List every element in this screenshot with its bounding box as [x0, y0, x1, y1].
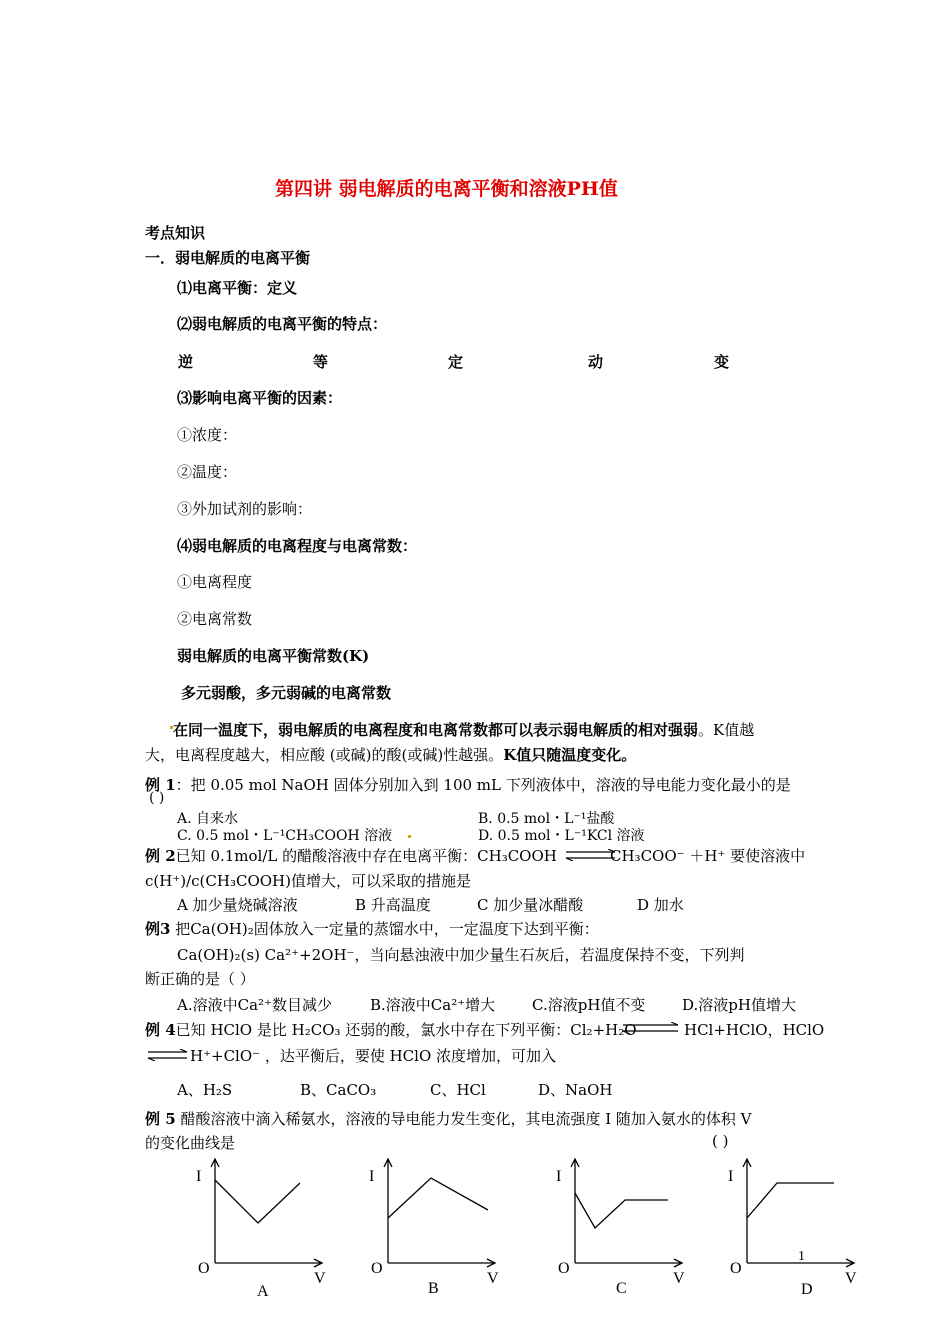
example1-option-c: C. 0.5 mol・L⁻¹CH₃COOH 溶液: [177, 828, 393, 844]
graph-b-y-label: I: [369, 1168, 375, 1185]
paragraph-line2: [145, 744, 636, 765]
graph-d-x-label: V: [845, 1270, 857, 1287]
example5-question: 醋酸溶液中滴入稀氨水，溶液的导电能力发生变化，其电流强度 I 随加入氨水的体积 V: [175, 1110, 752, 1128]
example2-stem: [145, 845, 557, 866]
example4-option-c: C、HCl: [430, 1081, 486, 1099]
factor-reagent: ③外加试剂的影响：: [177, 500, 313, 518]
paragraph-bold: 在同一温度下，弱电解质的电离程度和电离常数都可以表示弱电解质的相对强弱: [173, 721, 699, 739]
graph-c: [570, 1158, 685, 1273]
example4-option-a: A、H₂S: [177, 1081, 233, 1099]
graph-a-y-label: I: [196, 1168, 202, 1185]
example3-option-a: A.溶液中Ca²⁺数目减少: [177, 996, 332, 1014]
graph-a-origin: O: [198, 1260, 210, 1277]
equilibrium-arrow-icon: [147, 1049, 189, 1061]
example1-stem: [145, 774, 791, 795]
page-number: 1: [798, 1249, 805, 1264]
constant-text: ②电离常数: [177, 610, 253, 628]
example5-line2: 的变化曲线是: [145, 1134, 236, 1152]
graph-a-x-label: V: [314, 1270, 326, 1287]
curve-a: [215, 1180, 300, 1223]
item1-text: ⑴电离平衡：定义: [177, 279, 298, 297]
example3-option-d: D.溶液pH值增大: [682, 996, 796, 1014]
feature-ni: 逆: [178, 353, 194, 371]
graph-b: [383, 1158, 498, 1273]
curve-b: [388, 1178, 488, 1218]
k-heading: 弱电解质的电离平衡常数(K): [177, 647, 370, 665]
example4-stem-b: HCl+HClO，HClO: [684, 1021, 825, 1039]
example4-label: 例 4: [145, 1021, 176, 1039]
example4-stem: [145, 1019, 637, 1040]
example1-paren: ( ): [149, 790, 165, 806]
example2-option-c: C 加少量冰醋酸: [477, 896, 584, 914]
mark-dot: [408, 835, 411, 838]
example2-option-b: B 升高温度: [355, 896, 431, 914]
example4-line2: H⁺+ClO⁻ ，达平衡后，要使 HClO 浓度增加，可加入: [190, 1047, 557, 1065]
paragraph-line1: [173, 719, 754, 740]
feature-deng: 等: [313, 353, 329, 371]
curve-c: [575, 1193, 668, 1228]
feature-bian: 变: [714, 353, 730, 371]
item2-text: ⑵弱电解质的电离平衡的特点：: [177, 315, 388, 333]
graph-c-x-label: V: [673, 1270, 685, 1287]
graph-d-origin: O: [730, 1260, 742, 1277]
example1-option-d: D. 0.5 mol・L⁻¹KCl 溶液: [478, 828, 645, 844]
example3-option-c: C.溶液pH值不变: [532, 996, 646, 1014]
example1-option-b: B. 0.5 mol・L⁻¹盐酸: [478, 811, 615, 827]
degree-text: ①电离程度: [177, 573, 253, 591]
graph-b-option-label: B: [428, 1280, 439, 1297]
example3-stem: [145, 918, 599, 939]
example3-label: 例3: [145, 920, 171, 938]
factor-concentration: ①浓度：: [177, 426, 238, 444]
graph-a: [210, 1158, 325, 1273]
example2-line2: c(H⁺)/c(CH₃COOH)值增大，可以采取的措施是: [145, 872, 471, 890]
graph-c-origin: O: [558, 1260, 570, 1277]
example2-option-d: D 加水: [637, 896, 684, 914]
graph-d-y-label: I: [728, 1168, 734, 1185]
example5-label: 例 5: [145, 1110, 176, 1128]
graph-b-origin: O: [371, 1260, 383, 1277]
paragraph-tail: 。K值越: [698, 721, 755, 739]
item4-text: ⑷弱电解质的电离程度与电离常数：: [177, 537, 418, 555]
section-heading: 考点知识: [145, 224, 206, 242]
factor-temperature: ②温度：: [177, 463, 238, 481]
graph-b-x-label: V: [487, 1270, 499, 1287]
example5-stem: [145, 1108, 752, 1129]
paragraph-text: 大，电离程度越大，相应酸 (或碱)的酸(或碱)性越强。: [145, 746, 504, 764]
feature-dong: 动: [588, 353, 604, 371]
equilibrium-arrow-icon: [622, 1022, 680, 1034]
example3-option-b: B.溶液中Ca²⁺增大: [370, 996, 496, 1014]
example5-paren: ( ): [712, 1132, 729, 1150]
example3-line3: 断正确的是（ ）: [145, 970, 255, 988]
example4-stem-a: 已知 HClO 是比 H₂CO₃ 还弱的酸，氯水中存在下列平衡：Cl₂+H₂O: [175, 1021, 637, 1039]
example2-stem-b: CH₃COO⁻ ＋H⁺ 要使溶液中: [610, 847, 806, 865]
paragraph-k-note: K值只随温度变化。: [503, 746, 637, 764]
feature-ding: 定: [448, 353, 464, 371]
example1-label: 例 1: [145, 776, 176, 794]
example1-question: ：把 0.05 mol NaOH 固体分别加入到 100 mL 下列液体中，溶液的导电能力变化最小的是: [175, 776, 791, 794]
example4-option-b: B、CaCO₃: [300, 1081, 377, 1099]
example3-line2: Ca(OH)₂(s) Ca²⁺+2OH⁻，当向悬浊液中加少量生石灰后，若温度保持不变，下列判: [177, 946, 745, 964]
graph-a-option-label: A: [257, 1283, 269, 1300]
curve-d: [747, 1183, 834, 1218]
graph-c-option-label: C: [616, 1280, 627, 1297]
example4-option-d: D、NaOH: [538, 1081, 613, 1099]
part1-heading: 一．弱电解质的电离平衡: [145, 249, 311, 267]
graph-d-option-label: D: [801, 1281, 813, 1298]
item3-text: ⑶影响电离平衡的因素：: [177, 389, 343, 407]
example1-option-a: A. 自来水: [177, 811, 239, 827]
example2-label: 例 2: [145, 847, 176, 865]
example3-question: 把Ca(OH)₂固体放入一定量的蒸馏水中，一定温度下达到平衡：: [170, 920, 599, 938]
poly-heading: 多元弱酸，多元弱碱的电离常数: [181, 684, 392, 702]
example2-option-a: A 加少量烧碱溶液: [177, 896, 298, 914]
graph-c-y-label: I: [556, 1168, 562, 1185]
example2-stem-a: 已知 0.1mol/L 的醋酸溶液中存在电离平衡：CH₃COOH: [175, 847, 557, 865]
page-title: 第四讲 弱电解质的电离平衡和溶液PH值: [275, 178, 618, 200]
